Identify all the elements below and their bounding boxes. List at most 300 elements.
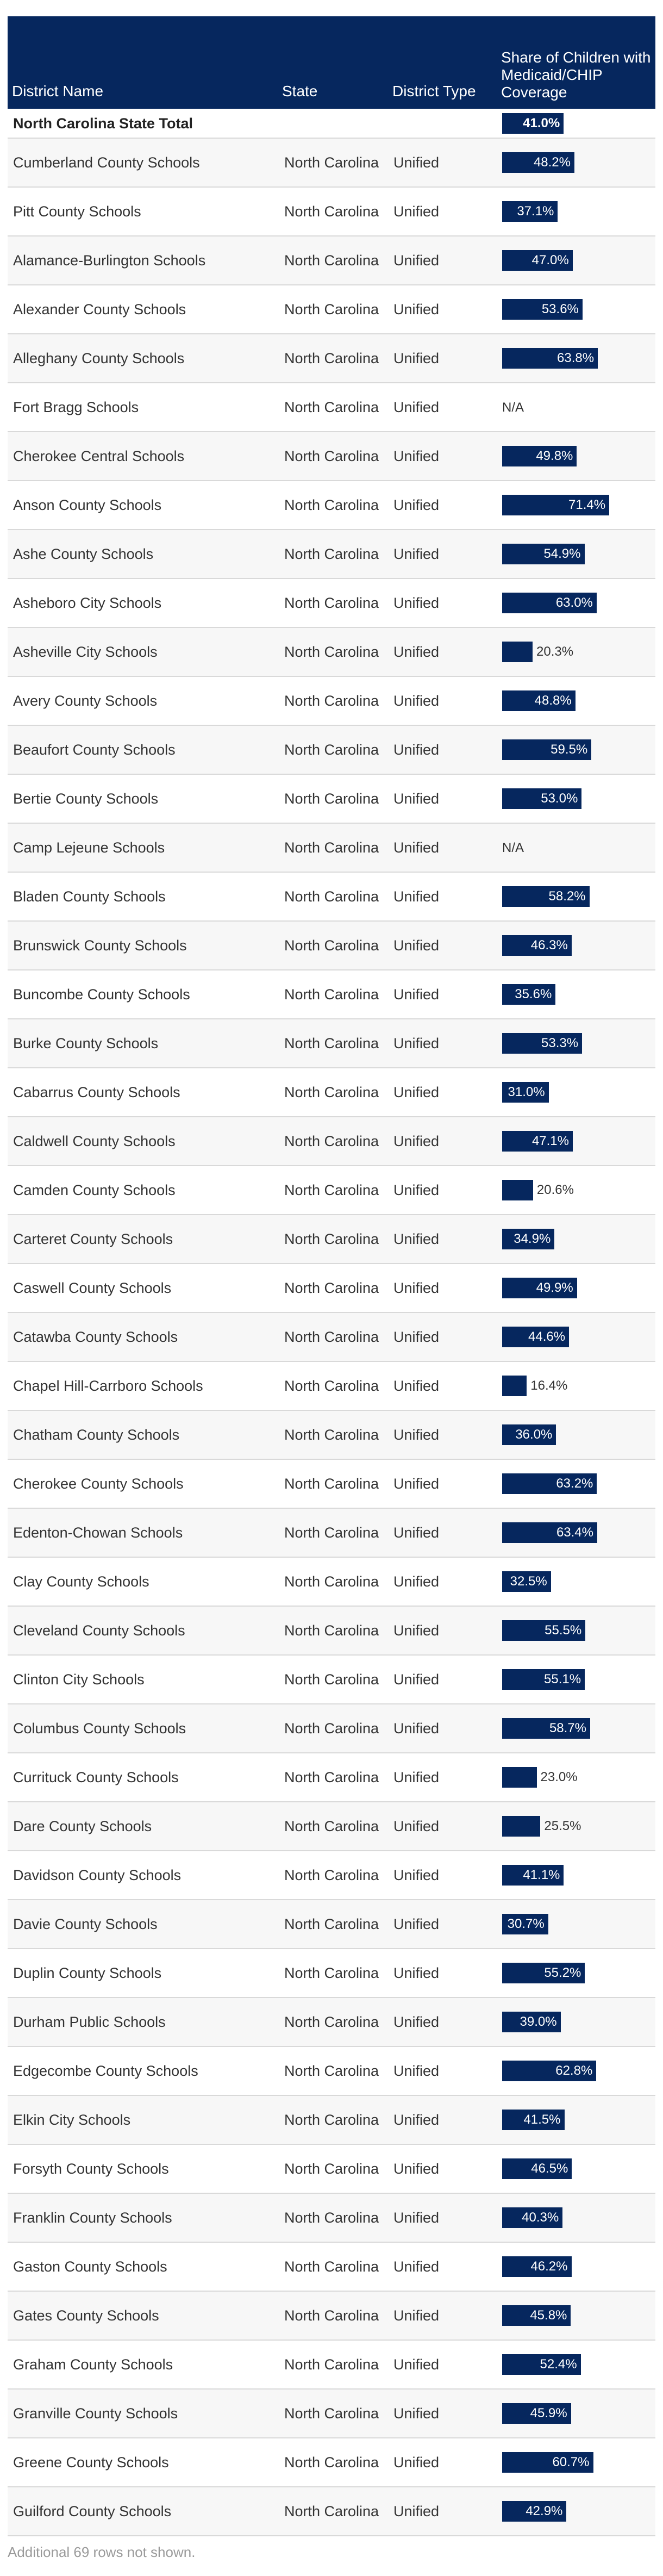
district-name-cell: Anson County Schools <box>8 481 278 530</box>
district-type-cell: Unified <box>388 530 497 578</box>
district-type-cell: Unified <box>388 1019 497 1068</box>
coverage-bar <box>502 1571 551 1592</box>
coverage-bar <box>502 1180 533 1200</box>
district-name-cell: Ashe County Schools <box>8 530 278 578</box>
district-name-cell: Beaufort County Schools <box>8 725 278 774</box>
coverage-value-label: 41.5% <box>523 2112 561 2127</box>
table-row <box>8 383 655 432</box>
table-row <box>8 627 655 676</box>
district-name-cell: Bladen County Schools <box>8 872 278 921</box>
state-cell: North Carolina <box>278 1410 388 1459</box>
state-total-bar-cell <box>497 109 655 138</box>
table-row <box>8 2291 655 2340</box>
table-row <box>8 1704 655 1753</box>
state-total-bar <box>502 113 564 134</box>
table-row <box>8 1019 655 1068</box>
coverage-bar <box>502 495 609 515</box>
coverage-bar <box>502 1082 549 1103</box>
coverage-value-label: 16.4% <box>530 1378 568 1393</box>
coverage-bar <box>502 2061 596 2081</box>
coverage-bar-cell <box>497 725 655 774</box>
district-type-cell: Unified <box>388 1508 497 1557</box>
coverage-value-label: 46.2% <box>530 2259 568 2274</box>
coverage-bar <box>502 1865 564 1886</box>
table-row <box>8 187 655 236</box>
state-total-row <box>8 109 655 138</box>
table-row <box>8 578 655 627</box>
coverage-bar-cell <box>497 285 655 334</box>
coverage-bar-cell <box>497 1068 655 1117</box>
district-name-cell: Graham County Schools <box>8 2340 278 2389</box>
coverage-bar <box>502 2305 571 2326</box>
coverage-bar-cell <box>497 2046 655 2095</box>
coverage-bar <box>502 984 555 1005</box>
district-name-cell: Asheville City Schools <box>8 627 278 676</box>
coverage-bar <box>502 1767 537 1788</box>
table-row <box>8 823 655 872</box>
district-name-cell: Alleghany County Schools <box>8 334 278 383</box>
coverage-bar <box>502 2403 571 2424</box>
coverage-bar <box>502 2110 565 2130</box>
state-cell: North Carolina <box>278 1019 388 1068</box>
coverage-bar <box>502 1327 569 1347</box>
coverage-value-label: 48.8% <box>534 693 572 708</box>
coverage-bar-cell <box>497 1949 655 1998</box>
district-type-cell: Unified <box>388 432 497 481</box>
coverage-value-label: 20.6% <box>536 1183 574 1197</box>
coverage-bar-cell <box>497 1361 655 1410</box>
table-row <box>8 872 655 921</box>
district-name-cell: Cleveland County Schools <box>8 1606 278 1655</box>
district-name-cell: Camden County Schools <box>8 1166 278 1215</box>
coverage-bar <box>502 2354 581 2375</box>
state-cell: North Carolina <box>278 1508 388 1557</box>
table-row <box>8 2193 655 2242</box>
district-name-cell: Clinton City Schools <box>8 1655 278 1704</box>
district-type-cell: Unified <box>388 1459 497 1508</box>
district-type-cell: Unified <box>388 823 497 872</box>
table-row <box>8 1998 655 2046</box>
district-name-cell: Forsyth County Schools <box>8 2144 278 2193</box>
header-district-name[interactable]: District Name <box>8 16 278 109</box>
district-type-cell: Unified <box>388 1215 497 1264</box>
coverage-value-label: 35.6% <box>515 987 552 1001</box>
coverage-value-label: 63.0% <box>555 595 593 610</box>
district-type-cell: Unified <box>388 627 497 676</box>
district-name-cell: Camp Lejeune Schools <box>8 823 278 872</box>
district-name-cell: Durham Public Schools <box>8 1998 278 2046</box>
state-cell: North Carolina <box>278 1312 388 1361</box>
district-type-cell: Unified <box>388 334 497 383</box>
coverage-value-label: 53.6% <box>541 302 579 316</box>
coverage-bar-cell <box>497 1264 655 1312</box>
coverage-value-label: 34.9% <box>514 1231 551 1246</box>
coverage-bar-cell <box>497 1166 655 1215</box>
table-row <box>8 2046 655 2095</box>
coverage-bar <box>502 1816 540 1837</box>
coverage-bar-cell <box>497 2193 655 2242</box>
coverage-bar-cell <box>497 1459 655 1508</box>
district-name-cell: Caldwell County Schools <box>8 1117 278 1166</box>
table-row <box>8 1361 655 1410</box>
district-name-cell: Edenton-Chowan Schools <box>8 1508 278 1557</box>
state-total-value: 41.0% <box>523 115 560 130</box>
coverage-bar-cell <box>497 1753 655 1802</box>
district-name-cell: Cumberland County Schools <box>8 138 278 187</box>
district-name-cell: Asheboro City Schools <box>8 578 278 627</box>
state-cell: North Carolina <box>278 187 388 236</box>
district-name-cell: Cherokee Central Schools <box>8 432 278 481</box>
coverage-value-label: 46.3% <box>530 938 568 953</box>
district-type-cell: Unified <box>388 676 497 725</box>
state-cell: North Carolina <box>278 2389 388 2438</box>
state-cell: North Carolina <box>278 1802 388 1851</box>
coverage-bar-cell <box>497 2095 655 2144</box>
coverage-bar-cell <box>497 921 655 970</box>
coverage-value-label: 53.3% <box>541 1036 579 1050</box>
table-row <box>8 481 655 530</box>
state-cell: North Carolina <box>278 823 388 872</box>
coverage-bar-cell <box>497 1557 655 1606</box>
table-row <box>8 2438 655 2487</box>
table-header <box>8 16 655 109</box>
state-cell: North Carolina <box>278 432 388 481</box>
state-cell: North Carolina <box>278 1264 388 1312</box>
coverage-bar-cell <box>497 236 655 285</box>
table-row <box>8 1166 655 1215</box>
district-name-cell: Caswell County Schools <box>8 1264 278 1312</box>
coverage-bar-cell <box>497 970 655 1019</box>
district-name-cell: Chapel Hill-Carrboro Schools <box>8 1361 278 1410</box>
state-total-label: North Carolina State Total <box>8 109 278 138</box>
district-type-cell: Unified <box>388 2340 497 2389</box>
district-name-cell: Edgecombe County Schools <box>8 2046 278 2095</box>
coverage-value-label: 58.7% <box>549 1721 586 1735</box>
district-type-cell: Unified <box>388 2438 497 2487</box>
coverage-bar-cell <box>497 481 655 530</box>
state-cell: North Carolina <box>278 1068 388 1117</box>
state-cell: North Carolina <box>278 2438 388 2487</box>
table-row <box>8 236 655 285</box>
coverage-bar <box>502 201 558 222</box>
coverage-value-label: 55.2% <box>544 1965 581 1980</box>
district-name-cell: Cabarrus County Schools <box>8 1068 278 1117</box>
district-type-cell: Unified <box>388 481 497 530</box>
coverage-value-label: 42.9% <box>526 2504 563 2518</box>
coverage-bar-cell <box>497 872 655 921</box>
district-type-cell: Unified <box>388 2487 497 2536</box>
district-type-cell: Unified <box>388 1606 497 1655</box>
district-name-cell: Pitt County Schools <box>8 187 278 236</box>
table-row <box>8 334 655 383</box>
district-type-cell: Unified <box>388 1410 497 1459</box>
table-row <box>8 676 655 725</box>
district-type-cell: Unified <box>388 1264 497 1312</box>
coverage-bar-cell <box>497 1851 655 1900</box>
coverage-bar-cell <box>497 823 655 872</box>
district-name-cell: Brunswick County Schools <box>8 921 278 970</box>
state-cell: North Carolina <box>278 2095 388 2144</box>
coverage-value-label: 53.0% <box>541 791 578 806</box>
district-type-cell: Unified <box>388 2046 497 2095</box>
coverage-bar <box>502 1914 548 1934</box>
coverage-bar-cell <box>497 1802 655 1851</box>
state-cell: North Carolina <box>278 774 388 823</box>
district-type-cell: Unified <box>388 1557 497 1606</box>
coverage-bar <box>502 642 533 662</box>
coverage-value-label: 54.9% <box>543 546 581 561</box>
district-type-cell: Unified <box>388 138 497 187</box>
not-available-label: N/A <box>502 400 524 415</box>
district-name-cell: Cherokee County Schools <box>8 1459 278 1508</box>
coverage-bar <box>502 690 576 711</box>
header-coverage[interactable]: Share of Children with Medicaid/CHIP Coverage <box>497 16 655 109</box>
table-row <box>8 432 655 481</box>
coverage-value-label: 47.0% <box>531 253 569 267</box>
district-name-cell: Alamance-Burlington Schools <box>8 236 278 285</box>
state-cell: North Carolina <box>278 334 388 383</box>
state-cell: North Carolina <box>278 1215 388 1264</box>
district-type-cell: Unified <box>388 1949 497 1998</box>
table-row <box>8 138 655 187</box>
footnote: Additional 69 rows not shown. <box>8 2544 196 2560</box>
table-row <box>8 1215 655 1264</box>
coverage-bar <box>502 1669 585 1690</box>
coverage-bar-cell <box>497 1019 655 1068</box>
district-type-cell: Unified <box>388 1802 497 1851</box>
state-cell: North Carolina <box>278 2144 388 2193</box>
district-type-cell: Unified <box>388 1312 497 1361</box>
coverage-bar-cell <box>497 1655 655 1704</box>
coverage-bar <box>502 1473 597 1494</box>
coverage-bar-cell <box>497 1606 655 1655</box>
district-name-cell: Greene County Schools <box>8 2438 278 2487</box>
coverage-value-label: 39.0% <box>520 2014 557 2029</box>
coverage-bar <box>502 1278 577 1298</box>
district-type-cell: Unified <box>388 1117 497 1166</box>
state-cell: North Carolina <box>278 1361 388 1410</box>
table-row <box>8 2242 655 2291</box>
coverage-bar <box>502 2207 562 2228</box>
coverage-value-label: 63.8% <box>557 351 595 365</box>
coverage-bar-cell <box>497 2487 655 2536</box>
coverage-value-label: 71.4% <box>568 497 606 512</box>
district-type-cell: Unified <box>388 187 497 236</box>
table-row <box>8 1802 655 1851</box>
table-row <box>8 725 655 774</box>
coverage-bar-cell <box>497 578 655 627</box>
coverage-value-label: 58.2% <box>548 889 586 904</box>
coverage-value-label: 41.1% <box>523 1868 560 1882</box>
district-name-cell: Currituck County Schools <box>8 1753 278 1802</box>
coverage-bar-cell <box>497 432 655 481</box>
district-name-cell: Burke County Schools <box>8 1019 278 1068</box>
district-type-cell: Unified <box>388 1361 497 1410</box>
coverage-value-label: 40.3% <box>522 2210 559 2225</box>
district-type-cell: Unified <box>388 921 497 970</box>
district-type-cell: Unified <box>388 872 497 921</box>
table-row <box>8 1851 655 1900</box>
district-name-cell: Dare County Schools <box>8 1802 278 1851</box>
coverage-bar <box>502 1033 582 1054</box>
coverage-bar <box>502 299 583 320</box>
coverage-value-label: 46.5% <box>531 2161 568 2176</box>
district-name-cell: Davie County Schools <box>8 1900 278 1949</box>
table-row <box>8 2389 655 2438</box>
district-name-cell: Granville County Schools <box>8 2389 278 2438</box>
coverage-value-label: 20.3% <box>536 644 574 659</box>
coverage-value-label: 59.5% <box>551 742 588 757</box>
state-cell: North Carolina <box>278 1704 388 1753</box>
coverage-table <box>8 16 655 2536</box>
table-row <box>8 2144 655 2193</box>
table-row <box>8 1410 655 1459</box>
table-row <box>8 1459 655 1508</box>
coverage-table-container <box>0 16 663 2561</box>
coverage-bar-cell <box>497 2340 655 2389</box>
state-cell: North Carolina <box>278 236 388 285</box>
district-type-cell: Unified <box>388 383 497 432</box>
state-cell: North Carolina <box>278 383 388 432</box>
coverage-bar <box>502 2452 593 2473</box>
state-cell: North Carolina <box>278 1998 388 2046</box>
state-cell: North Carolina <box>278 2487 388 2536</box>
coverage-value-label: 49.9% <box>536 1280 573 1295</box>
state-cell: North Carolina <box>278 1459 388 1508</box>
table-row <box>8 2340 655 2389</box>
table-body <box>8 109 655 2536</box>
state-total-state <box>278 109 388 138</box>
coverage-value-label: 49.8% <box>536 449 573 463</box>
coverage-bar-cell <box>497 2438 655 2487</box>
coverage-bar <box>502 544 585 564</box>
district-type-cell: Unified <box>388 2291 497 2340</box>
district-type-cell: Unified <box>388 1655 497 1704</box>
coverage-value-label: 37.1% <box>517 204 554 219</box>
table-row <box>8 1753 655 1802</box>
table-row <box>8 2095 655 2144</box>
state-cell: North Carolina <box>278 285 388 334</box>
state-cell: North Carolina <box>278 1753 388 1802</box>
state-cell: North Carolina <box>278 1606 388 1655</box>
header-district-type[interactable]: District Type <box>388 16 497 109</box>
table-row <box>8 1557 655 1606</box>
coverage-bar-cell <box>497 1508 655 1557</box>
coverage-value-label: 25.5% <box>544 1819 581 1833</box>
table-row <box>8 774 655 823</box>
coverage-value-label: 55.1% <box>544 1672 581 1687</box>
state-cell: North Carolina <box>278 578 388 627</box>
district-name-cell: Franklin County Schools <box>8 2193 278 2242</box>
coverage-bar <box>502 2501 566 2522</box>
district-name-cell: Carteret County Schools <box>8 1215 278 1264</box>
coverage-bar-cell <box>497 774 655 823</box>
district-name-cell: Davidson County Schools <box>8 1851 278 1900</box>
coverage-value-label: 52.4% <box>540 2357 577 2372</box>
district-type-cell: Unified <box>388 2193 497 2242</box>
coverage-bar <box>502 250 573 271</box>
coverage-bar-cell <box>497 138 655 187</box>
district-type-cell: Unified <box>388 1900 497 1949</box>
coverage-bar-cell <box>497 2144 655 2193</box>
state-cell: North Carolina <box>278 725 388 774</box>
coverage-value-label: 60.7% <box>552 2455 590 2469</box>
state-cell: North Carolina <box>278 2193 388 2242</box>
coverage-value-label: 63.2% <box>556 1476 593 1491</box>
state-cell: North Carolina <box>278 1655 388 1704</box>
state-cell: North Carolina <box>278 2242 388 2291</box>
coverage-bar-cell <box>497 676 655 725</box>
coverage-value-label: 23.0% <box>540 1770 578 1784</box>
coverage-bar-cell <box>497 627 655 676</box>
coverage-bar <box>502 446 577 466</box>
coverage-bar <box>502 348 598 369</box>
state-cell: North Carolina <box>278 1557 388 1606</box>
table-row <box>8 1508 655 1557</box>
coverage-value-label: 44.6% <box>528 1329 566 1344</box>
district-name-cell: Gaston County Schools <box>8 2242 278 2291</box>
coverage-bar-cell <box>497 1410 655 1459</box>
coverage-bar <box>502 1424 556 1445</box>
state-cell: North Carolina <box>278 921 388 970</box>
state-cell: North Carolina <box>278 481 388 530</box>
state-total-type <box>388 109 497 138</box>
district-type-cell: Unified <box>388 2242 497 2291</box>
table-row <box>8 1900 655 1949</box>
coverage-bar <box>502 788 581 809</box>
coverage-bar <box>502 1718 590 1739</box>
coverage-value-label: 31.0% <box>508 1085 545 1099</box>
coverage-value-label: 30.7% <box>507 1917 545 1931</box>
coverage-bar-cell <box>497 1704 655 1753</box>
coverage-bar <box>502 1963 585 1983</box>
coverage-value-label: 55.5% <box>545 1623 582 1638</box>
district-type-cell: Unified <box>388 970 497 1019</box>
state-cell: North Carolina <box>278 1166 388 1215</box>
district-name-cell: Catawba County Schools <box>8 1312 278 1361</box>
state-cell: North Carolina <box>278 530 388 578</box>
state-cell: North Carolina <box>278 872 388 921</box>
coverage-value-label: 45.9% <box>530 2406 567 2421</box>
district-type-cell: Unified <box>388 1166 497 1215</box>
state-cell: North Carolina <box>278 2046 388 2095</box>
coverage-bar <box>502 2158 572 2179</box>
coverage-bar-cell <box>497 1900 655 1949</box>
coverage-bar <box>502 886 590 907</box>
coverage-value-label: 62.8% <box>555 2063 593 2078</box>
coverage-bar-cell <box>497 1998 655 2046</box>
coverage-bar <box>502 2256 572 2277</box>
state-cell: North Carolina <box>278 2340 388 2389</box>
district-type-cell: Unified <box>388 578 497 627</box>
coverage-value-label: 47.1% <box>531 1134 569 1148</box>
district-type-cell: Unified <box>388 1998 497 2046</box>
header-state[interactable]: State <box>278 16 388 109</box>
coverage-bar <box>502 1620 585 1641</box>
district-type-cell: Unified <box>388 1753 497 1802</box>
state-cell: North Carolina <box>278 1900 388 1949</box>
table-row <box>8 1312 655 1361</box>
coverage-value-label: 48.2% <box>533 155 571 170</box>
coverage-bar-cell <box>497 1215 655 1264</box>
coverage-bar <box>502 739 591 760</box>
coverage-bar-cell <box>497 530 655 578</box>
district-name-cell: Clay County Schools <box>8 1557 278 1606</box>
coverage-bar-cell <box>497 2291 655 2340</box>
table-row <box>8 1264 655 1312</box>
district-type-cell: Unified <box>388 285 497 334</box>
district-type-cell: Unified <box>388 2144 497 2193</box>
